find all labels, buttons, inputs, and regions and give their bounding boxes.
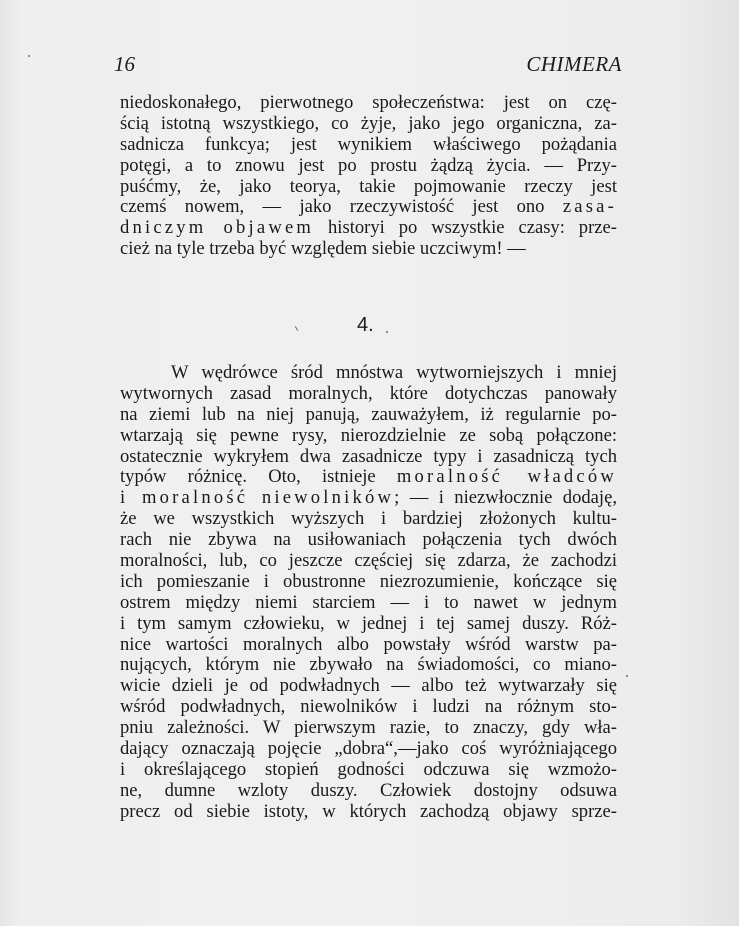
- page-number: 16: [114, 52, 135, 76]
- text-line: wicie dzieli je od podwładnych — albo też wytwarzały się: [120, 675, 617, 697]
- text-segment: czemś nowem, — jako rzeczywistość jest ono: [120, 196, 563, 218]
- text-line: ich pomieszanie i obustronne niezrozumienie, kończące się: [120, 570, 617, 592]
- text-line: na ziemi lub na niej panują, zauważyłem, iż regularnie po-: [120, 403, 617, 425]
- text-line: dający oznaczają pojęcie „dobra“,—jako coś wyróżniającego: [120, 738, 617, 760]
- text-line: cież na tyle trzeba być względem siebie uczciwym! —: [120, 238, 526, 260]
- running-head: [114, 52, 622, 78]
- text-line: niedoskonałego, pierwotnego społeczeństwa: jest on czę-: [120, 92, 617, 113]
- text-line: W wędrówce śród mnóstwa wytworniejszych i mniej: [171, 362, 617, 383]
- text-line: nujących, którym nie zbywało na świadomości, co miano-: [120, 654, 617, 676]
- text-line: wtarzają się pewne rysy, nierozdzielnie ze sobą połączone:: [120, 424, 617, 446]
- text-line: nice wartości moralnych albo powstały wśród warstw pa-: [120, 633, 617, 655]
- text-line: ostrem między niemi starciem — i to nawet w jednym: [120, 591, 617, 613]
- text-line: [120, 218, 617, 239]
- text-line: moralności, lub, co jeszcze częściej się zdarza, że zachodzi: [120, 550, 617, 572]
- text-line: sadnicza funkcya; jest wynikiem właściwego pożądania: [120, 133, 617, 155]
- text-line: puśćmy, że, jako teorya, takie pojmowanie rzeczy jest: [120, 175, 617, 197]
- text-line: rach nie zbywa na usiłowaniach połączenia tych dwóch: [120, 529, 617, 551]
- text-line: pniu zależności. W pierwszym razie, to znaczy, gdy wła-: [120, 717, 617, 739]
- text-line: ścią istotną wszystkiego, co żyje, jako jego organiczna, za-: [120, 112, 617, 134]
- paragraph-section-4: [120, 363, 617, 823]
- text-line: ostatecznie wykryłem dwa zasadnicze typy i zasadniczą tych: [120, 445, 617, 467]
- section-heading: 4.: [357, 314, 374, 336]
- text-line: precz od siebie istoty, w których zachodzą objawy sprze-: [120, 800, 617, 822]
- text-line: [120, 467, 617, 488]
- text-line: że we wszystkich wyższych i bardziej złożonych kultu-: [120, 508, 617, 530]
- text-line: [120, 488, 617, 509]
- emphasized-text: zasa-: [562, 196, 617, 218]
- text-line: wśród podwładnych, niewolników i ludzi na różnym sto-: [120, 696, 617, 718]
- journal-title: CHIMERA: [526, 52, 622, 76]
- text-segment: historyi po wszystkie czasy: prze-: [314, 217, 617, 239]
- paper-speck: [386, 331, 388, 333]
- text-segment: typów różnicę. Oto, istnieje: [120, 466, 397, 488]
- paper-speck: [295, 326, 298, 331]
- text-segment: ; — i niezwłocznie dodaję,: [394, 487, 618, 509]
- paper-speck: [626, 675, 628, 677]
- text-line: i określającego stopień godności odczuwa się wzmożo-: [120, 758, 617, 780]
- emphasized-text: dniczym objawem: [120, 217, 315, 239]
- text-line: ne, dumne wzloty duszy. Człowiek dostojny odsuwa: [120, 779, 617, 801]
- emphasized-text: moralność władców: [396, 466, 617, 488]
- paper-speck: [28, 55, 30, 57]
- emphasized-text: i moralność niewolników: [120, 487, 395, 509]
- text-line: potęgi, a to znowu jest po prostu żądzą życia. — Przy-: [120, 154, 617, 176]
- paragraph-continued: [120, 93, 617, 260]
- text-line: wytwornych zasad moralnych, które dotychczas panowały: [120, 382, 617, 404]
- text-line: [120, 197, 617, 218]
- text-line: i tym samym człowieku, w jednej i tej samej duszy. Róż-: [120, 612, 617, 634]
